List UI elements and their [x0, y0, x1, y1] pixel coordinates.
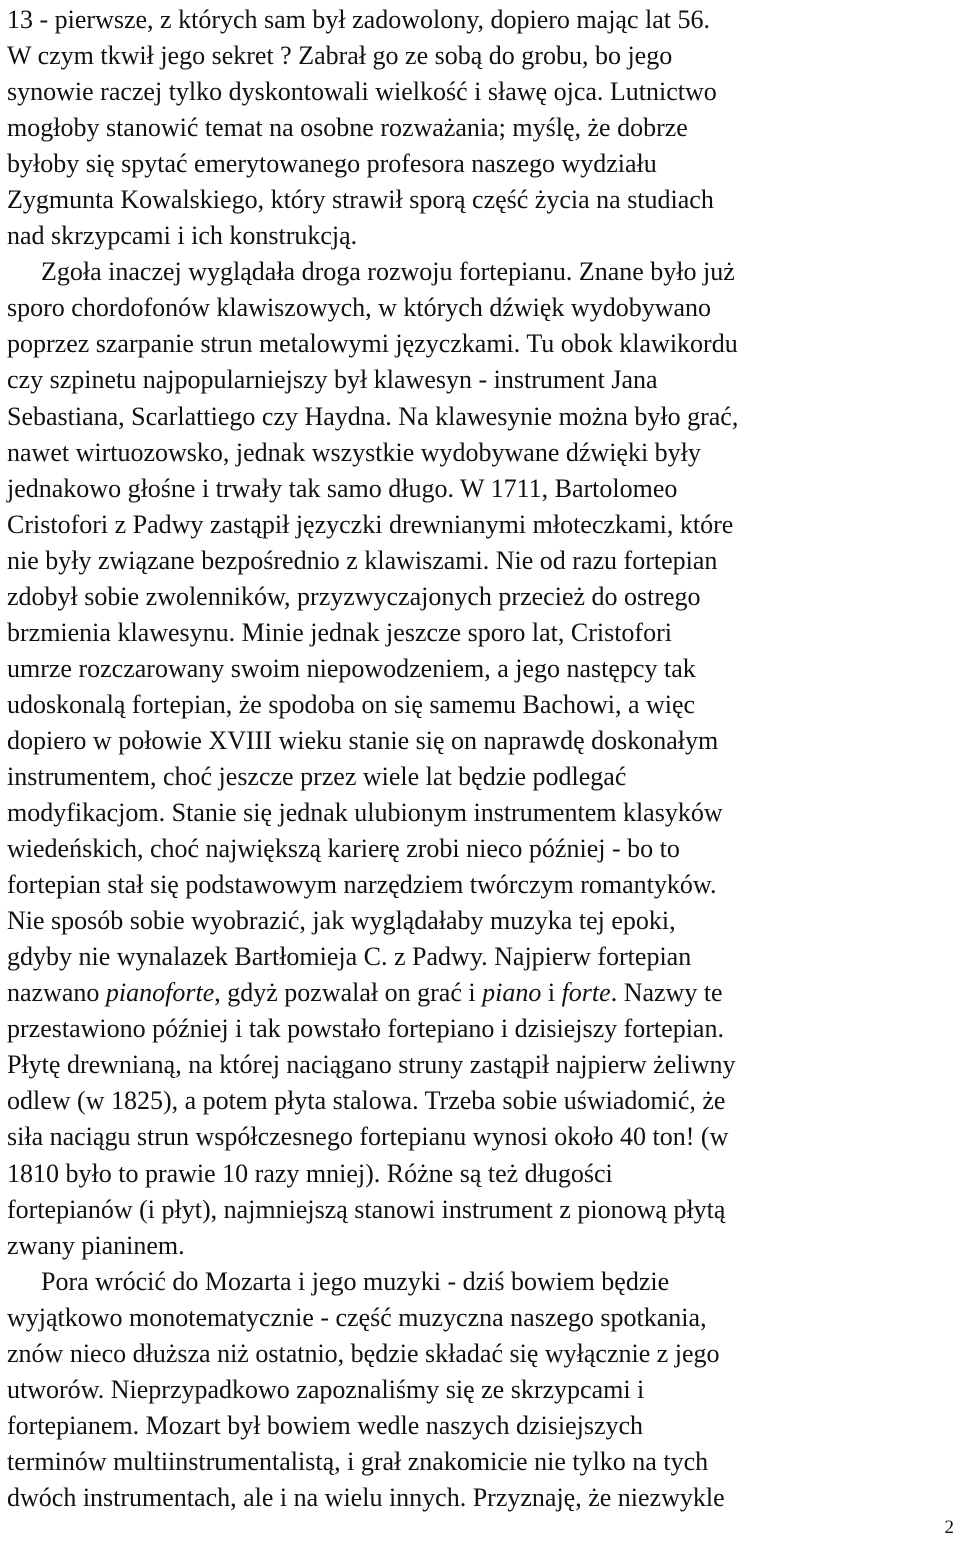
text-line: poprzez szarpanie strun metalowymi języczkami. Tu obok klawikordu: [7, 329, 738, 359]
text-line: synowie raczej tylko dyskontowali wielkość i sławę ojca. Lutnictwo: [7, 77, 717, 107]
body-text: [7, 2, 952, 1516]
text-line: dwóch instrumentach, ale i na wielu innych. Przyznaję, że niezwykle: [7, 1482, 725, 1512]
text-line: zwany pianinem.: [7, 1230, 185, 1260]
text-line: mogłoby stanowić temat na osobne rozważania; myślę, że dobrze: [7, 113, 688, 143]
text-line: brzmienia klawesynu. Minie jednak jeszcze sporo lat, Cristofori: [7, 617, 672, 647]
text-line: Nie sposób sobie wyobrazić, jak wyglądałaby muzyka tej epoki,: [7, 906, 676, 936]
text-line: nawet wirtuozowsko, jednak wszystkie wydobywane dźwięki były: [7, 437, 701, 467]
text-segment: nazwano: [7, 978, 106, 1008]
text-line: sporo chordofonów klawiszowych, w których dźwięk wydobywano: [7, 293, 712, 323]
text-line: nie były związane bezpośrednio z klawiszami. Nie od razu fortepian: [7, 545, 718, 575]
text-line: nad skrzypcami i ich konstrukcją.: [7, 221, 358, 251]
text-line: W czym tkwił jego sekret ? Zabrał go ze sobą do grobu, bo jego: [7, 41, 673, 71]
italic-term: forte: [561, 978, 611, 1008]
text-line: siła naciągu strun współczesnego fortepianu wynosi około 40 ton! (w: [7, 1122, 729, 1152]
text-line: zdobył sobie zwolenników, przyzwyczajonych przecież do ostrego: [7, 581, 701, 611]
text-line: modyfikacjom. Stanie się jednak ulubionym instrumentem klasyków: [7, 798, 723, 828]
text-line: instrumentem, choć jeszcze przez wiele lat będzie podlegać: [7, 761, 627, 791]
text-line: umrze rozczarowany swoim niepowodzeniem, a jego następcy tak: [7, 653, 696, 683]
text-line: 1810 było to prawie 10 razy mniej). Różne są też długości: [7, 1158, 613, 1188]
text-line: utworów. Nieprzypadkowo zapoznaliśmy się ze skrzypcami i: [7, 1374, 645, 1404]
text-line: gdyby nie wynalazek Bartłomieja C. z Padwy. Najpierw fortepian: [7, 942, 692, 972]
text-line: byłoby się spytać emerytowanego profesora naszego wydziału: [7, 149, 657, 179]
text-line: fortepian stał się podstawowym narzędziem twórczym romantyków.: [7, 870, 717, 900]
text-line: udoskonalą fortepian, że spodoba on się samemu Bachowi, a więc: [7, 689, 696, 719]
text-line: Sebastiana, Scarlattiego czy Haydna. Na klawesynie można było grać,: [7, 401, 739, 431]
page-number: 2: [944, 1517, 954, 1538]
text-line: odlew (w 1825), a potem płyta stalowa. Trzeba sobie uświadomić, że: [7, 1086, 726, 1116]
text-line: wiedeńskich, choć największą karierę zrobi nieco później - bo to: [7, 834, 680, 864]
text-line: wyjątkowo monotematycznie - część muzyczna naszego spotkania,: [7, 1302, 707, 1332]
text-line: jednakowo głośne i trwały tak samo długo. W 1711, Bartolomeo: [7, 473, 678, 503]
text-line: Cristofori z Padwy zastąpił języczki drewnianymi młoteczkami, które: [7, 509, 734, 539]
text-line: Zygmunta Kowalskiego, który strawił sporą część życia na studiach: [7, 185, 714, 215]
text-line: terminów multiinstrumentalistą, i grał znakomicie nie tylko na tych: [7, 1446, 709, 1476]
text-line: przestawiono później i tak powstało fortepiano i dzisiejszy fortepian.: [7, 1014, 724, 1044]
text-line: czy szpinetu najpopularniejszy był klawesyn - instrument Jana: [7, 365, 658, 395]
text-line: dopiero w połowie XVIII wieku stanie się on naprawdę doskonałym: [7, 725, 719, 755]
text-segment: . Nazwy te: [610, 978, 723, 1008]
italic-term: piano: [482, 978, 542, 1008]
text-line: 13 - pierwsze, z których sam był zadowolony, dopiero mając lat 56.: [7, 5, 710, 34]
paragraph-start-line: Pora wrócić do Mozarta i jego muzyki - dziś bowiem będzie: [41, 1266, 670, 1296]
text-line-with-italics: [7, 975, 952, 1011]
text-line: fortepianów (i płyt), najmniejszą stanowi instrument z pionową płytą: [7, 1194, 726, 1224]
text-line: Płytę drewnianą, na której naciągano struny zastąpił najpierw żeliwny: [7, 1050, 736, 1080]
text-segment: i: [541, 978, 562, 1008]
text-segment: , gdyż pozwalał on grać i: [214, 978, 483, 1008]
paragraph-start-line: Zgoła inaczej wyglądała droga rozwoju fortepianu. Znane było już: [41, 257, 735, 287]
text-line: fortepianem. Mozart był bowiem wedle naszych dzisiejszych: [7, 1410, 644, 1440]
text-line: znów nieco dłuższa niż ostatnio, będzie składać się wyłącznie z jego: [7, 1338, 720, 1368]
italic-term: pianoforte: [105, 978, 215, 1008]
